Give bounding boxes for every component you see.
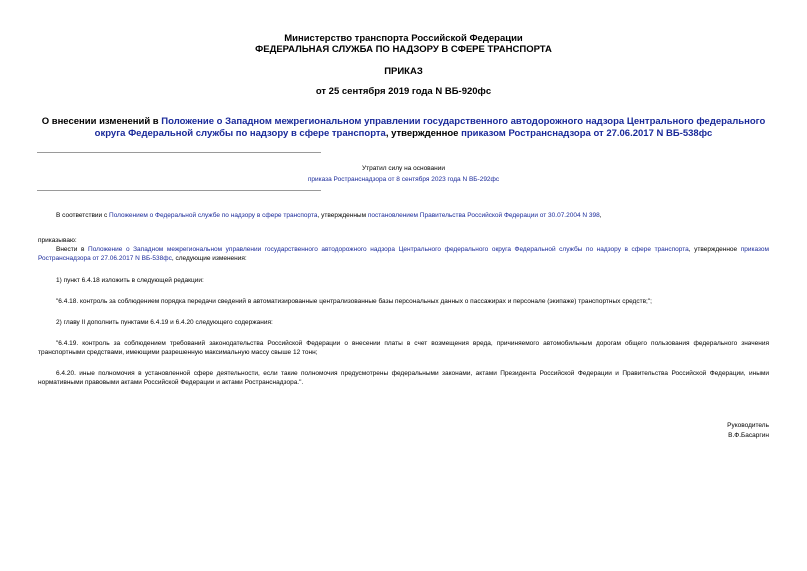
- title-link-regulation[interactable]: Положение о Западном межрегиональном управлении государственного автодорожного надзора Центрального федерального округа Федеральной службы по надзору в сфере транспорта: [94, 116, 766, 139]
- paragraph-6-4-19: "6.4.19. контроль за соблюдением требований законодательства Российской Федерации о внесении платы в счет возмещения вреда, причиняемого автомобильным дорогам общего пользования федерального значения транспортными средствами, имеющими разрешенную максимальную массу свыше 12 тонн;: [38, 340, 769, 356]
- divider-top: [37, 152, 321, 153]
- service-name: ФЕДЕРАЛЬНАЯ СЛУЖБА ПО НАДЗОРУ В СФЕРЕ ТРАНСПОРТА: [255, 44, 552, 55]
- document-date-number: от 25 сентября 2019 года N ВБ-920фс: [315, 86, 492, 97]
- paragraph-item-1: 1) пункт 6.4.18 изложить в следующей редакции:: [56, 277, 204, 284]
- status-line: Утратил силу на основании: [361, 165, 446, 172]
- paragraph-6-4-18: "6.4.18. контроль за соблюдением порядка передачи сведений в автоматизированные централизованные базы персональных данных о пассажирах и персонале (экипаже) транспортных средств;";: [56, 298, 652, 305]
- status-link[interactable]: приказа Ространснадзора от 8 сентября 2023 года N ВБ-292фс: [307, 176, 500, 183]
- document-type: ПРИКАЗ: [384, 66, 423, 77]
- link-order-538[interactable]: приказом Ространснадзора от 27.06.2017 N ВБ-538фс: [38, 246, 770, 262]
- link-government-decree[interactable]: постановлением Правительства Российской Федерации от 30.07.2004 N 398: [367, 212, 600, 219]
- signature-name: В.Ф.Басаргин: [728, 432, 769, 439]
- ministry-name: Министерство транспорта Российской Федерации: [284, 33, 523, 44]
- divider-bottom: [37, 190, 321, 191]
- paragraph-6-4-20: 6.4.20. иные полномочия в установленной сфере деятельности, если такие полномочия предусмотрены федеральными законами, актами Президента Российской Федерации и Правительства Российской Федерации, иными нормативными правовыми актами Российской Федерации и актами Ространснадзора.".: [38, 370, 769, 386]
- title-link-order[interactable]: приказом Ространснадзора от 27.06.2017 N ВБ-538фс: [461, 128, 713, 139]
- link-service-regulation[interactable]: Положением о Федеральной службе по надзору в сфере транспорта: [109, 212, 318, 219]
- text: ,: [599, 212, 602, 219]
- signature-position: Руководитель: [727, 422, 769, 429]
- text: , утвержденным: [317, 212, 368, 219]
- paragraph-basis: [38, 211, 769, 220]
- title-middle: , утвержденное: [385, 128, 462, 139]
- paragraph-item-2: 2) главу II дополнить пунктами 6.4.19 и 6.4.20 следующего содержания:: [56, 319, 273, 326]
- text: , следующие изменения:: [171, 255, 247, 262]
- document-title: [40, 116, 767, 140]
- link-western-regulation[interactable]: Положение о Западном межрегиональном управлении государственного автодорожного надзора Центрального федерального округа Федеральной службы по надзору в сфере транспорта: [88, 246, 689, 253]
- text: Внести в: [56, 246, 89, 253]
- text: В соответствии с: [56, 212, 110, 219]
- paragraph-order: приказываю:: [38, 237, 77, 244]
- paragraph-amend: [38, 245, 769, 263]
- title-prefix: О внесении изменений в: [41, 116, 162, 127]
- text: , утвержденное: [688, 246, 741, 253]
